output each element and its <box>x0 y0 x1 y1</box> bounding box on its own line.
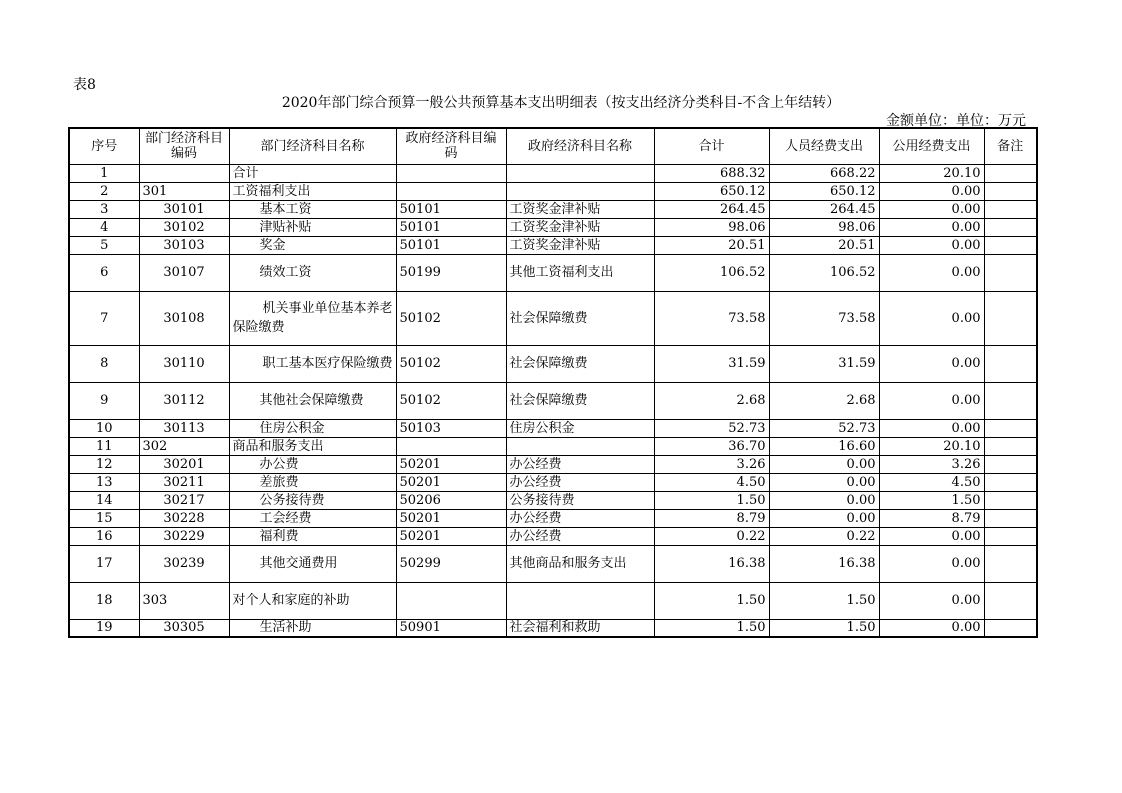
cell-dept-name: 津贴补贴 <box>229 218 396 236</box>
table-row <box>69 527 1037 545</box>
cell-gov-code: 50102 <box>396 382 506 419</box>
cell-total: 52.73 <box>654 419 769 437</box>
cell-seq: 4 <box>69 218 139 236</box>
cell-dept-name: 合计 <box>229 164 396 182</box>
cell-total: 688.32 <box>654 164 769 182</box>
cell-gov-name: 工资奖金津补贴 <box>506 200 654 218</box>
cell-gov-name <box>506 182 654 200</box>
cell-total: 73.58 <box>654 291 769 345</box>
cell-remark <box>984 254 1037 291</box>
cell-public: 0.00 <box>879 345 984 382</box>
cell-public: 20.10 <box>879 437 984 455</box>
cell-seq: 19 <box>69 619 139 637</box>
cell-total: 0.22 <box>654 527 769 545</box>
cell-total: 1.50 <box>654 619 769 637</box>
cell-dept-name: 其他交通费用 <box>229 545 396 582</box>
cell-remark <box>984 619 1037 637</box>
cell-dept-code: 30229 <box>139 527 229 545</box>
cell-personnel: 73.58 <box>769 291 879 345</box>
cell-personnel: 31.59 <box>769 345 879 382</box>
cell-total: 16.38 <box>654 545 769 582</box>
cell-remark <box>984 164 1037 182</box>
cell-public: 0.00 <box>879 200 984 218</box>
cell-dept-name: 基本工资 <box>229 200 396 218</box>
cell-dept-name: 公务接待费 <box>229 491 396 509</box>
cell-total: 1.50 <box>654 582 769 619</box>
cell-remark <box>984 345 1037 382</box>
header-public: 公用经费支出 <box>879 128 984 164</box>
cell-gov-code: 50101 <box>396 200 506 218</box>
header-dept-code: 部门经济科目编码 <box>139 128 229 164</box>
cell-dept-code: 30102 <box>139 218 229 236</box>
cell-gov-name <box>506 164 654 182</box>
cell-public: 0.00 <box>879 236 984 254</box>
table-row <box>69 345 1037 382</box>
cell-gov-code: 50201 <box>396 527 506 545</box>
cell-public: 0.00 <box>879 291 984 345</box>
cell-dept-code: 30239 <box>139 545 229 582</box>
cell-remark <box>984 527 1037 545</box>
cell-total: 31.59 <box>654 345 769 382</box>
cell-personnel: 20.51 <box>769 236 879 254</box>
cell-dept-code: 30305 <box>139 619 229 637</box>
cell-dept-name: 商品和服务支出 <box>229 437 396 455</box>
cell-remark <box>984 419 1037 437</box>
cell-gov-name: 社会保障缴费 <box>506 345 654 382</box>
cell-gov-code: 50101 <box>396 236 506 254</box>
table-row <box>69 455 1037 473</box>
cell-dept-code: 30217 <box>139 491 229 509</box>
cell-dept-code <box>139 164 229 182</box>
cell-public: 0.00 <box>879 419 984 437</box>
cell-public: 0.00 <box>879 619 984 637</box>
cell-gov-code: 50101 <box>396 218 506 236</box>
cell-gov-code <box>396 164 506 182</box>
cell-remark <box>984 491 1037 509</box>
table-row <box>69 509 1037 527</box>
cell-dept-name: 住房公积金 <box>229 419 396 437</box>
cell-personnel: 106.52 <box>769 254 879 291</box>
cell-gov-name: 社会保障缴费 <box>506 291 654 345</box>
cell-gov-name <box>506 582 654 619</box>
cell-public: 4.50 <box>879 473 984 491</box>
cell-public: 3.26 <box>879 455 984 473</box>
cell-dept-code: 30201 <box>139 455 229 473</box>
cell-dept-code: 30112 <box>139 382 229 419</box>
table-row <box>69 491 1037 509</box>
cell-remark <box>984 200 1037 218</box>
cell-total: 4.50 <box>654 473 769 491</box>
cell-gov-code: 50201 <box>396 473 506 491</box>
cell-dept-code: 30101 <box>139 200 229 218</box>
table-row <box>69 291 1037 345</box>
cell-seq: 14 <box>69 491 139 509</box>
cell-dept-name: 职工基本医疗保险缴费 <box>229 345 396 382</box>
cell-gov-code: 50206 <box>396 491 506 509</box>
cell-dept-code: 30103 <box>139 236 229 254</box>
cell-seq: 5 <box>69 236 139 254</box>
cell-gov-code <box>396 437 506 455</box>
table-row <box>69 218 1037 236</box>
cell-dept-code: 30108 <box>139 291 229 345</box>
cell-dept-name: 差旅费 <box>229 473 396 491</box>
cell-gov-name: 工资奖金津补贴 <box>506 218 654 236</box>
cell-gov-name <box>506 437 654 455</box>
cell-gov-code: 50299 <box>396 545 506 582</box>
header-row <box>69 128 1037 164</box>
cell-public: 1.50 <box>879 491 984 509</box>
cell-gov-code: 50201 <box>396 455 506 473</box>
table-row <box>69 582 1037 619</box>
cell-personnel: 16.60 <box>769 437 879 455</box>
cell-public: 0.00 <box>879 218 984 236</box>
cell-dept-name: 奖金 <box>229 236 396 254</box>
header-gov-name: 政府经济科目名称 <box>506 128 654 164</box>
header-seq: 序号 <box>69 128 139 164</box>
cell-seq: 1 <box>69 164 139 182</box>
cell-personnel: 264.45 <box>769 200 879 218</box>
cell-public: 0.00 <box>879 254 984 291</box>
cell-remark <box>984 509 1037 527</box>
budget-table <box>68 127 1038 638</box>
cell-dept-code: 30107 <box>139 254 229 291</box>
cell-personnel: 52.73 <box>769 419 879 437</box>
header-gov-code: 政府经济科目编码 <box>396 128 506 164</box>
cell-dept-name: 机关事业单位基本养老保险缴费 <box>229 291 396 345</box>
header-personnel: 人员经费支出 <box>769 128 879 164</box>
cell-dept-name: 办公费 <box>229 455 396 473</box>
cell-remark <box>984 437 1037 455</box>
cell-seq: 8 <box>69 345 139 382</box>
cell-seq: 3 <box>69 200 139 218</box>
cell-gov-name: 办公经费 <box>506 455 654 473</box>
header-total: 合计 <box>654 128 769 164</box>
table-title: 2020年部门综合预算一般公共预算基本支出明细表（按支出经济分类科目-不含上年结转） <box>281 95 841 111</box>
cell-gov-name: 住房公积金 <box>506 419 654 437</box>
cell-gov-name: 办公经费 <box>506 527 654 545</box>
cell-personnel: 1.50 <box>769 619 879 637</box>
cell-remark <box>984 382 1037 419</box>
cell-personnel: 1.50 <box>769 582 879 619</box>
cell-dept-name: 生活补助 <box>229 619 396 637</box>
cell-public: 0.00 <box>879 582 984 619</box>
cell-total: 106.52 <box>654 254 769 291</box>
cell-public: 0.00 <box>879 545 984 582</box>
cell-gov-code: 50199 <box>396 254 506 291</box>
cell-gov-code <box>396 182 506 200</box>
cell-gov-name: 其他商品和服务支出 <box>506 545 654 582</box>
cell-remark <box>984 182 1037 200</box>
cell-dept-name: 福利费 <box>229 527 396 545</box>
cell-gov-name: 社会福利和救助 <box>506 619 654 637</box>
cell-public: 0.00 <box>879 527 984 545</box>
table-row <box>69 254 1037 291</box>
cell-dept-name: 工资福利支出 <box>229 182 396 200</box>
table-row <box>69 419 1037 437</box>
cell-gov-name: 公务接待费 <box>506 491 654 509</box>
cell-dept-code: 30113 <box>139 419 229 437</box>
cell-dept-code: 302 <box>139 437 229 455</box>
cell-gov-name: 其他工资福利支出 <box>506 254 654 291</box>
cell-total: 3.26 <box>654 455 769 473</box>
cell-seq: 13 <box>69 473 139 491</box>
cell-personnel: 0.00 <box>769 509 879 527</box>
cell-dept-code: 30228 <box>139 509 229 527</box>
table-row <box>69 182 1037 200</box>
cell-personnel: 0.22 <box>769 527 879 545</box>
cell-total: 20.51 <box>654 236 769 254</box>
cell-total: 264.45 <box>654 200 769 218</box>
cell-remark <box>984 545 1037 582</box>
cell-total: 650.12 <box>654 182 769 200</box>
header-dept-name: 部门经济科目名称 <box>229 128 396 164</box>
cell-seq: 9 <box>69 382 139 419</box>
cell-total: 1.50 <box>654 491 769 509</box>
cell-remark <box>984 291 1037 345</box>
cell-public: 0.00 <box>879 382 984 419</box>
cell-remark <box>984 218 1037 236</box>
cell-gov-name: 工资奖金津补贴 <box>506 236 654 254</box>
cell-gov-code: 50102 <box>396 345 506 382</box>
cell-gov-name: 办公经费 <box>506 509 654 527</box>
cell-public: 20.10 <box>879 164 984 182</box>
cell-total: 98.06 <box>654 218 769 236</box>
table-row <box>69 437 1037 455</box>
cell-personnel: 2.68 <box>769 382 879 419</box>
cell-personnel: 650.12 <box>769 182 879 200</box>
table-row <box>69 619 1037 637</box>
cell-public: 0.00 <box>879 182 984 200</box>
unit-label: 金额单位：单位：万元 <box>886 113 1026 129</box>
sheet-label: 表8 <box>73 77 96 93</box>
table-row <box>69 473 1037 491</box>
cell-remark <box>984 473 1037 491</box>
table-row <box>69 382 1037 419</box>
cell-seq: 18 <box>69 582 139 619</box>
cell-personnel: 98.06 <box>769 218 879 236</box>
cell-gov-code: 50901 <box>396 619 506 637</box>
cell-public: 8.79 <box>879 509 984 527</box>
cell-seq: 6 <box>69 254 139 291</box>
cell-dept-name: 对个人和家庭的补助 <box>229 582 396 619</box>
cell-dept-code: 30110 <box>139 345 229 382</box>
table-row <box>69 236 1037 254</box>
table-row <box>69 200 1037 218</box>
cell-gov-code: 50201 <box>396 509 506 527</box>
cell-gov-code: 50103 <box>396 419 506 437</box>
cell-gov-name: 社会保障缴费 <box>506 382 654 419</box>
cell-total: 2.68 <box>654 382 769 419</box>
cell-dept-code: 30211 <box>139 473 229 491</box>
cell-seq: 2 <box>69 182 139 200</box>
cell-personnel: 0.00 <box>769 473 879 491</box>
cell-personnel: 16.38 <box>769 545 879 582</box>
cell-gov-code: 50102 <box>396 291 506 345</box>
cell-remark <box>984 455 1037 473</box>
header-remark: 备注 <box>984 128 1037 164</box>
cell-seq: 10 <box>69 419 139 437</box>
cell-personnel: 0.00 <box>769 491 879 509</box>
cell-total: 8.79 <box>654 509 769 527</box>
cell-seq: 7 <box>69 291 139 345</box>
cell-dept-code: 301 <box>139 182 229 200</box>
cell-seq: 16 <box>69 527 139 545</box>
cell-remark <box>984 236 1037 254</box>
cell-seq: 17 <box>69 545 139 582</box>
cell-gov-code <box>396 582 506 619</box>
cell-remark <box>984 582 1037 619</box>
cell-dept-name: 工会经费 <box>229 509 396 527</box>
cell-seq: 12 <box>69 455 139 473</box>
cell-personnel: 0.00 <box>769 455 879 473</box>
cell-seq: 11 <box>69 437 139 455</box>
cell-personnel: 668.22 <box>769 164 879 182</box>
table-row <box>69 545 1037 582</box>
cell-dept-code: 303 <box>139 582 229 619</box>
cell-gov-name: 办公经费 <box>506 473 654 491</box>
cell-dept-name: 其他社会保障缴费 <box>229 382 396 419</box>
table-row <box>69 164 1037 182</box>
cell-seq: 15 <box>69 509 139 527</box>
cell-dept-name: 绩效工资 <box>229 254 396 291</box>
cell-total: 36.70 <box>654 437 769 455</box>
